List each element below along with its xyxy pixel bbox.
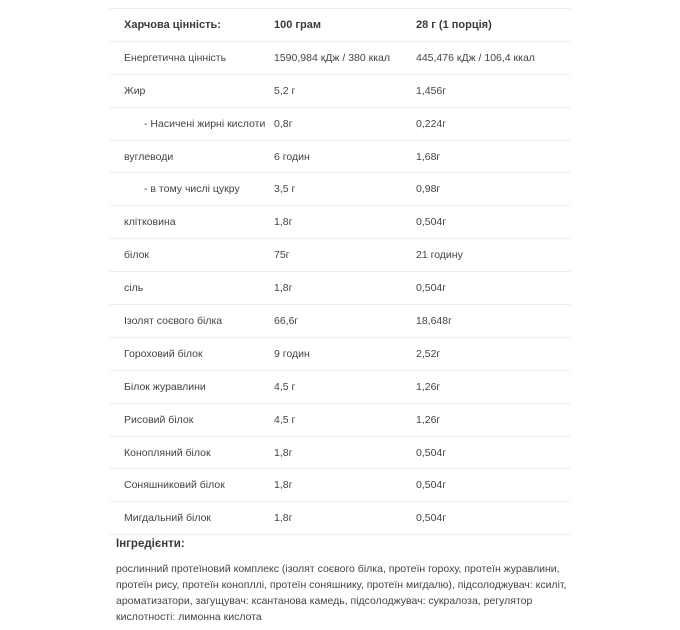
table-row: [110, 141, 570, 174]
table-row: [110, 404, 570, 437]
nutrient-label: Білок журавлини: [124, 380, 206, 393]
nutrition-body: [110, 42, 570, 535]
value-per-100g: 66,6г: [274, 314, 299, 327]
value-per-100g: 75г: [274, 249, 290, 262]
value-per-serving: 0,504г: [416, 512, 447, 525]
value-per-serving: 0,98г: [416, 183, 441, 196]
table-row: [110, 272, 570, 305]
value-per-100g: 4,5 г: [274, 413, 296, 426]
nutrient-label: Рисовий білок: [124, 413, 194, 426]
nutrient-label: вуглеводи: [124, 150, 174, 163]
nutrient-label: білок: [124, 249, 150, 262]
value-per-serving: 1,26г: [416, 413, 441, 426]
table-row: [110, 469, 570, 502]
ingredients-text: рослинний протеїновий комплекс (ізолят соєвого білка, протеїн гороху, протеїн журавлини, протеїн рису, протеїн конопллі, протеїн соняшнику, протеїн мигдалю), підсолоджувач: ксиліт, ароматизатори, загущувач: ксантанова камедь, підсолоджувач: сукралоза, регулятор кислотності: лимонна кислота: [116, 563, 567, 623]
table-row: [110, 42, 570, 75]
header-nutrition-value: Харчова цінність:: [124, 18, 221, 31]
nutrition-table: [110, 8, 570, 535]
nutrition-header-row: [110, 8, 570, 42]
value-per-100g: 1,8г: [274, 216, 293, 229]
table-row: [110, 305, 570, 338]
value-per-100g: 0,8г: [274, 117, 293, 130]
table-row: [110, 173, 570, 206]
header-per-serving: 28 г (1 порція): [416, 18, 492, 31]
table-row: [110, 338, 570, 371]
value-per-100g: 1,8г: [274, 512, 293, 525]
table-row: [110, 437, 570, 470]
table-row: [110, 108, 570, 141]
value-per-serving: 1,456г: [416, 84, 447, 97]
nutrient-label: сіль: [124, 282, 144, 295]
nutrient-label: - Насичені жирні кислоти: [144, 117, 266, 130]
table-row: [110, 371, 570, 404]
nutrient-label: Ізолят соєвого білка: [124, 314, 223, 327]
value-per-serving: 18,648г: [416, 314, 452, 327]
table-row: [110, 239, 570, 272]
value-per-100g: 1,8г: [274, 446, 293, 459]
value-per-serving: 21 годину: [416, 249, 463, 262]
value-per-serving: 1,68г: [416, 150, 441, 163]
nutrient-label: Жир: [124, 84, 146, 97]
ingredients-title: Інгредієнти:: [116, 538, 185, 550]
table-row: [110, 75, 570, 108]
nutrient-label: Мигдальний білок: [124, 512, 212, 525]
ingredients-section: [116, 538, 576, 625]
value-per-100g: 4,5 г: [274, 380, 296, 393]
value-per-serving: 445,476 кДж / 106,4 ккал: [416, 51, 535, 64]
value-per-serving: 2,52г: [416, 347, 441, 360]
value-per-100g: 9 годин: [274, 347, 310, 360]
value-per-100g: 1590,984 кДж / 380 ккал: [274, 51, 391, 64]
nutrient-label: Енергетична цінність: [124, 51, 227, 64]
nutrient-label: Конопляний білок: [124, 446, 211, 459]
value-per-serving: 1,26г: [416, 380, 441, 393]
value-per-serving: 0,504г: [416, 479, 447, 492]
value-per-100g: 3,5 г: [274, 183, 296, 196]
table-row: [110, 206, 570, 239]
value-per-serving: 0,504г: [416, 446, 447, 459]
value-per-100g: 6 годин: [274, 150, 310, 163]
table-row: [110, 502, 570, 535]
nutrient-label: клітковина: [124, 216, 176, 229]
value-per-serving: 0,224г: [416, 117, 447, 130]
nutrient-label: Гороховий білок: [124, 347, 203, 360]
nutrient-label: - в тому числі цукру: [144, 183, 240, 196]
value-per-100g: 1,8г: [274, 282, 293, 295]
value-per-serving: 0,504г: [416, 282, 447, 295]
value-per-100g: 5,2 г: [274, 84, 296, 97]
value-per-100g: 1,8г: [274, 479, 293, 492]
value-per-serving: 0,504г: [416, 216, 447, 229]
nutrient-label: Соняшниковий білок: [124, 479, 225, 492]
header-per-100g: 100 грам: [274, 18, 321, 31]
